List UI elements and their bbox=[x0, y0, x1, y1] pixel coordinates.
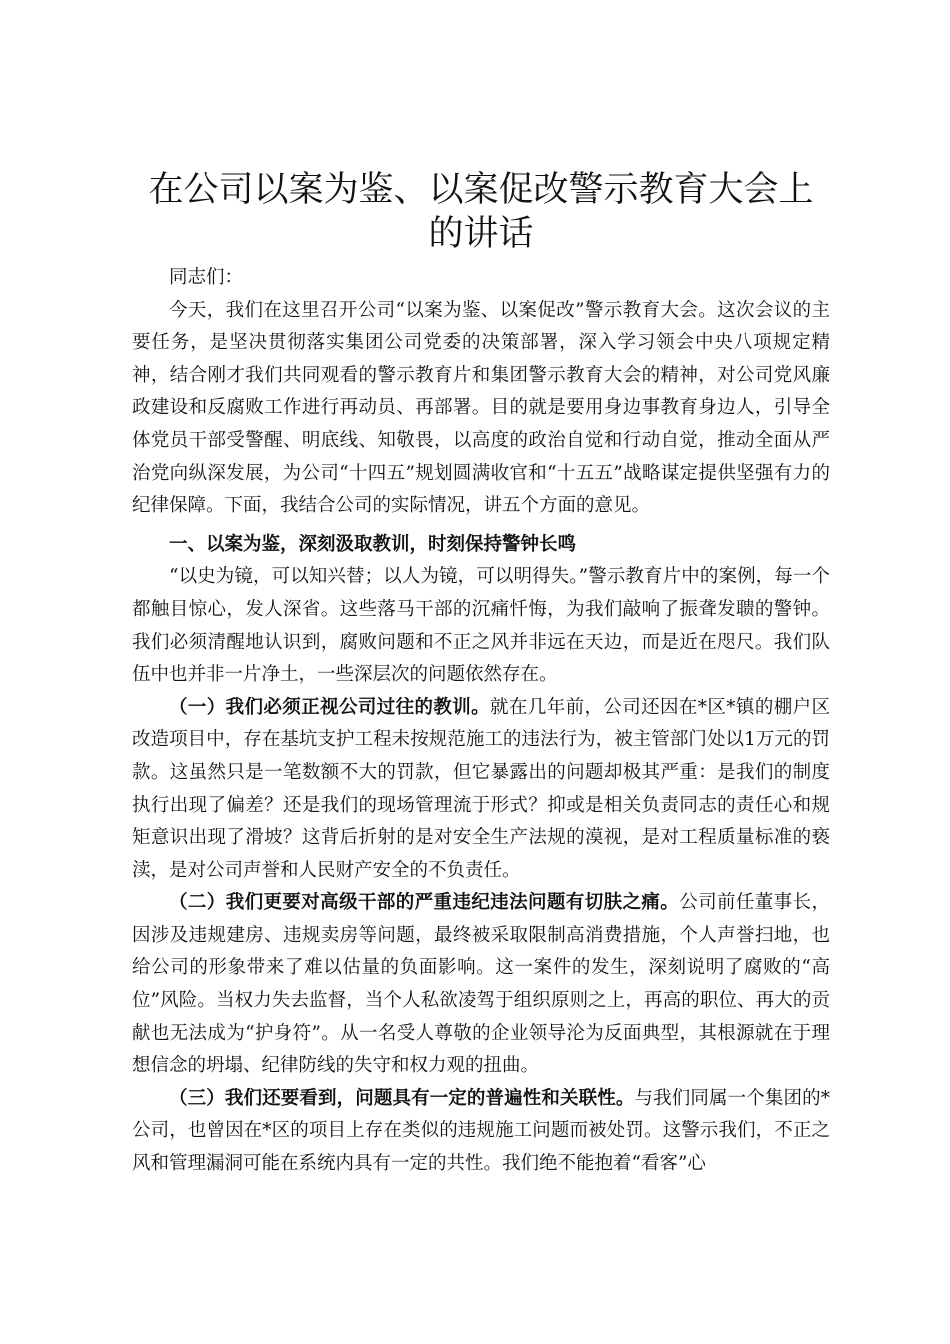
section1-intro-paragraph: “以史为镜，可以知兴替；以人为镜，可以明得失。”警示教育片中的案例，每一个都触目惊心，发人深省。这些落马干部的沉痛忏悔，为我们敲响了振聋发聩的警钟。我们必须清醒地认识到，腐败问题和不正之风并非远在天边，而是近在咫尺。我们队伍中也并非一片净土，一些深层次的问题依然存在。 bbox=[132, 566, 830, 686]
point-2-body: 公司前任董事长，因涉及违规建房、违规卖房等问题，最终被采取限制高消费措施，个人声誉扫地，也给公司的形象带来了难以估量的负面影响。这一案件的发生，深刻说明了腐败的“高位”风险。当权力失去监督，当个人私欲凌驾于组织原则之上，再高的职位、再大的贡献也无法成为“护身符”。从一名受人尊敬的企业领导沦为反面典型，其根源就在于理想信念的坍塌、纪律防线的失守和权力观的扭曲。 bbox=[132, 892, 830, 1077]
point-1-body: 就在几年前，公司还因在*区*镇的棚户区改造项目中，存在基坑支护工程未按规范施工的违法行为，被主管部门处以1万元的罚款。这虽然只是一笔数额不大的罚款，但它暴露出的问题却极其严重：是我们的制度执行出现了偏差？还是我们的现场管理流于形式？抑或是相关负责同志的责任心和规矩意识出现了滑坡？这背后折射的是对安全生产法规的漠视，是对工程质量标准的亵渎，是对公司声誉和人民财产安全的不负责任。 bbox=[132, 696, 830, 881]
section-heading-1: 一、以案为鉴，深刻汲取教训，时刻保持警钟长鸣 bbox=[169, 533, 577, 555]
document-page bbox=[132, 168, 830, 1181]
point-2-lead: （二）我们更要对高级干部的严重违纪违法问题有切肤之痛。 bbox=[169, 892, 680, 914]
point-1-paragraph bbox=[132, 692, 830, 888]
document-title: 在公司以案为鉴、以案促改警示教育大会上的讲话 bbox=[148, 170, 814, 254]
point-2-paragraph bbox=[132, 887, 830, 1083]
point-1-lead: （一）我们必须正视公司过往的教训。 bbox=[169, 696, 491, 718]
point-3-lead: （三）我们还要看到，问题具有一定的普遍性和关联性。 bbox=[169, 1087, 635, 1109]
intro-paragraph: 今天，我们在这里召开公司“以案为鉴、以案促改”警示教育大会。这次会议的主要任务，是坚决贯彻落实集团公司党委的决策部署，深入学习领会中央八项规定精神，结合刚才我们共同观看的警示教育片和集团警示教育大会的精神，对公司党风廉政建设和反腐败工作进行再动员、再部署。目的就是要用身边事教育身边人，引导全体党员干部受警醒、明底线、知敬畏，以高度的政治自觉和行动自觉，推动全面从严治党向纵深发展，为公司“十四五”规划圆满收官和“十五五”战略谋定提供坚强有力的纪律保障。下面，我结合公司的实际情况，讲五个方面的意见。 bbox=[132, 299, 830, 517]
salutation: 同志们： bbox=[169, 267, 244, 288]
point-3-body: 与我们同属一个集团的*公司，也曾因在*区的项目上存在类似的违规施工问题而被处罚。这警示我们，不正之风和管理漏洞可能在系统内具有一定的共性。我们绝不能抱着“看客”心 bbox=[132, 1087, 830, 1175]
point-3-paragraph bbox=[132, 1083, 830, 1181]
